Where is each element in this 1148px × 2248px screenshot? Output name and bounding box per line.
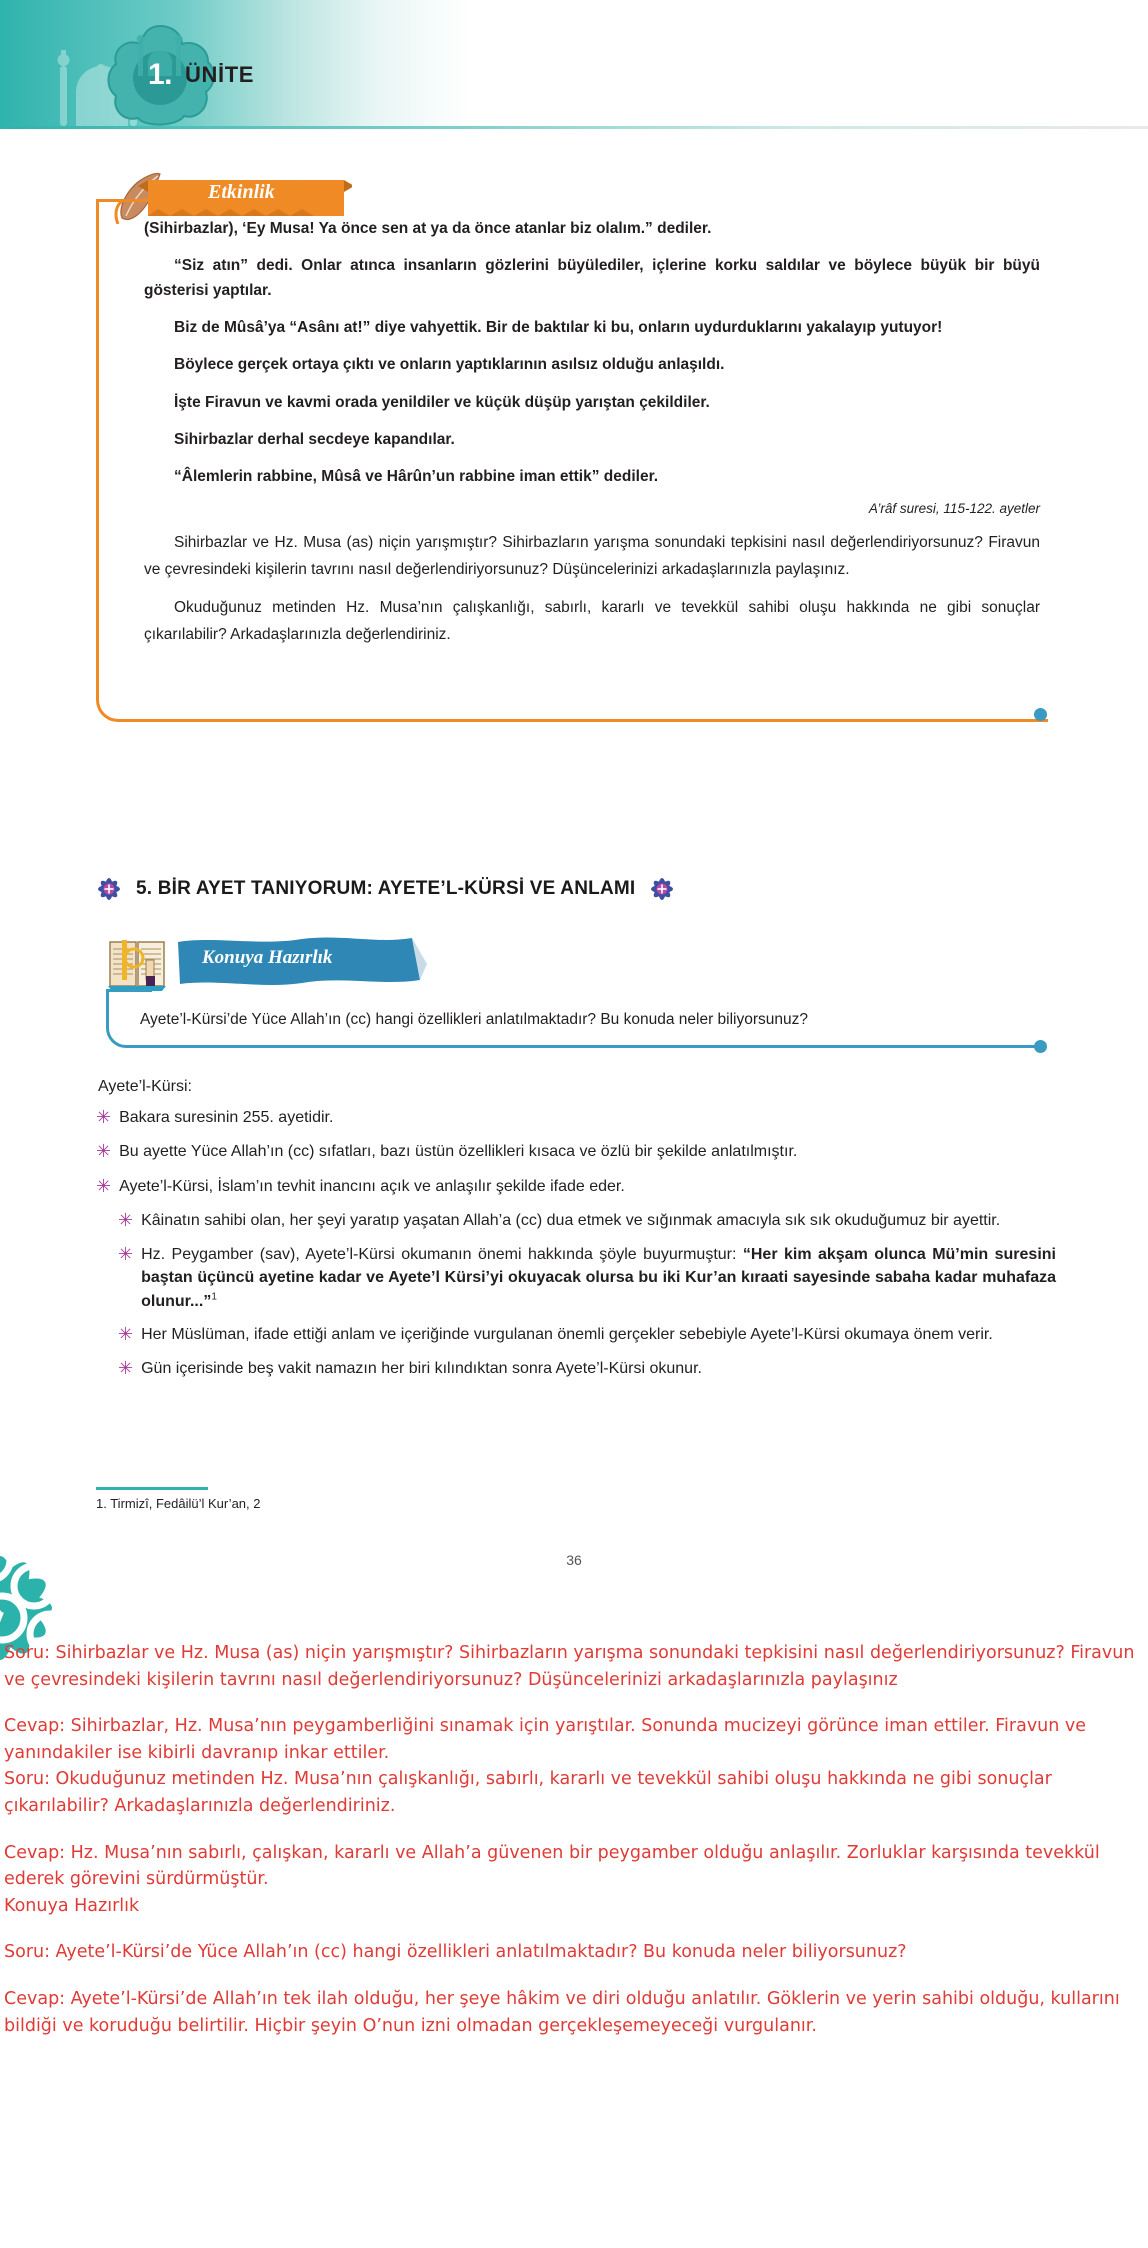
list-item (96, 1357, 1056, 1381)
note-heading: Konuya Hazırlık (4, 1895, 140, 1916)
note-answer-1: Cevap: Sihirbazlar, Hz. Musa’nın peygamberliğini sınamak için yarıştılar. Sonunda mucizeyi görünce iman ettiler. Firavun ve yanındakiler ise kibirli davranıp inkar ettiler. (4, 1716, 1087, 1763)
list-item-text: Ayete’l-Kürsi, İslam’ın tevhit inancını açık ve anlaşılır şekilde ifade eder. (119, 1177, 625, 1195)
note-spacer (4, 1693, 1144, 1713)
hadith-intro: Hz. Peygamber (sav), Ayete’l-Kürsi okumanın önemi hakkında şöyle buyurmuştur: (141, 1246, 743, 1264)
list-item (96, 1323, 1056, 1347)
ayet-facts-list (96, 1078, 1056, 1391)
section-heading (96, 872, 956, 906)
hadith-quote: “Her kim akşam olunca Mü’min suresini baştan üçüncü ayetine kadar ve Ayete’l Kürsi’yi okuyacak olursa bu iki Kur’an kıraati sayesinde sabaha kadar muhafaza olunur...” (141, 1246, 1056, 1310)
activity-paragraph: (Sihirbazlar), ‘Ey Musa! Ya önce sen at ya da önce atanlar biz olalım.” dediler. (144, 220, 712, 237)
footnote-divider (96, 1487, 208, 1490)
asterisk-bullet-icon: ✳ (118, 1323, 134, 1345)
activity-source-reference: A’râf suresi, 115-122. ayetler (868, 500, 1040, 516)
asterisk-bullet-icon: ✳ (118, 1358, 134, 1380)
list-item (96, 1140, 1056, 1164)
note-answer-2: Cevap: Hz. Musa’nın sabırlı, çalışkan, kararlı ve Allah’a güvenen bir peygamber olduğu anlaşılır. Zorluklar karşısında tevekkül ederek görevini sürdürmüştür. (4, 1842, 1100, 1890)
activity-paragraph: “Âlemlerin rabbine, Mûsâ ve Hârûn’un rabbine iman ettik” dediler. (174, 467, 659, 485)
list-item-text: Bu ayette Yüce Allah’ın (cc) sıfatları, bazı üstün özellikleri kısaca ve özlü bir şekilde anlatılmıştır. (119, 1143, 798, 1161)
preparation-ribbon-label: Konuya Hazırlık (202, 947, 333, 968)
activity-text-body (144, 216, 1040, 661)
list-item-text: Bakara suresinin 255. ayetidir. (119, 1109, 334, 1126)
activity-paragraph: Biz de Mûsâ’ya “Asânı at!” diye vahyettik. Bir de baktılar ki bu, onların uydurduklarını yakalayıp yutuyor! (174, 319, 943, 337)
unit-number: 1. (147, 58, 173, 91)
activity-question: Sihirbazlar ve Hz. Musa (as) niçin yarışmıştır? Sihirbazların yarışma sonundaki tepkisini nasıl değerlendiriyorsunuz? Firavun ve çevresindeki kişilerin tavrını nasıl değerlendiriyorsunuz? Düşüncelerinizi arkadaşlarınızla paylaşınız. (144, 533, 1040, 578)
list-item-text: Her Müslüman, ifade ettiği anlam ve içeriğinde vurgulanan önemli gerçekler sebebiyle Ayete’l-Kürsi okumaya önem verir. (141, 1325, 993, 1343)
preparation-question: Ayete’l-Kürsi’de Yüce Allah’ın (cc) hangi özellikleri anlatılmaktadır? Bu konuda neler biliyorsunuz? (140, 1011, 809, 1028)
page-number: 36 (566, 1552, 582, 1568)
asterisk-bullet-icon: ✳ (118, 1209, 134, 1231)
note-answer-3: Cevap: Ayete’l-Kürsi’de Allah’ın tek ilah olduğu, her şeye hâkim ve diri olduğu anlatılır. Göklerin ve yerin sahibi olduğu, kullarını bildiği ve koruduğu belirtilir. Hiçbir şeyin O’nun izni olmadan gerçekleşemeyeceği vurgulanır. (4, 1988, 1120, 2036)
page-header (0, 0, 1148, 132)
answer-notes-panel (4, 1640, 1144, 2039)
activity-paragraph: İşte Firavun ve kavmi orada yenildiler ve küçük düşüp yarıştan çekildiler. (174, 393, 710, 411)
list-item (96, 1106, 1056, 1130)
open-book-icon (106, 932, 168, 992)
flower-ornament-icon (649, 876, 675, 902)
activity-end-dot (1034, 708, 1047, 721)
flower-ornament-icon (96, 876, 122, 902)
asterisk-bullet-icon: ✳ (96, 1175, 112, 1197)
list-item (96, 1175, 1056, 1199)
note-question-2: Soru: Okuduğunuz metinden Hz. Musa’nın çalışkanlığı, sabırlı, kararlı ve tevekkül sahibi oluşu hakkında ne gibi sonuçlar çıkarılabilir? Arkadaşlarınızla değerlendiriniz. (4, 1769, 1052, 1816)
note-spacer (4, 1919, 1144, 1939)
preparation-end-dot (1034, 1040, 1047, 1053)
footnote-marker: 1 (211, 1291, 217, 1303)
activity-ribbon-label: Etkinlik (208, 181, 275, 203)
asterisk-bullet-icon: ✳ (96, 1141, 112, 1163)
list-item-hadith (96, 1243, 1056, 1313)
list-item-text: Gün içerisinde beş vakit namazın her biri kılındıktan sonra Ayete’l-Kürsi okunur. (141, 1360, 702, 1378)
list-item-text (141, 1243, 1056, 1313)
activity-paragraph: Sihirbazlar derhal secdeye kapandılar. (174, 430, 455, 448)
list-item-text: Kâinatın sahibi olan, her şeyi yaratıp yaşatan Allah’a (cc) dua etmek ve sığınmak amacıyla sık sık okuduğumuz bir ayettir. (141, 1211, 1001, 1229)
unit-word-label: ÜNİTE (185, 62, 254, 87)
asterisk-bullet-icon: ✳ (118, 1244, 134, 1266)
header-divider (0, 126, 1148, 129)
list-item (96, 1209, 1056, 1233)
section-title: 5. BİR AYET TANIYORUM: AYETE’L-KÜRSİ VE ANLAMI (136, 878, 636, 899)
note-question-3: Soru: Ayete’l-Kürsi’de Yüce Allah’ın (cc) hangi özellikleri anlatılmaktadır? Bu konuda neler biliyorsunuz? (4, 1942, 907, 1963)
note-spacer (4, 1966, 1144, 1986)
note-spacer (4, 1820, 1144, 1840)
activity-paragraph: “Siz atın” dedi. Onlar atınca insanların gözlerini büyülediler, içlerine korku saldılar ve böylece büyük bir büyü gösterisi yaptılar. (144, 257, 1040, 300)
list-lead-label: Ayete’l-Kürsi: (98, 1078, 192, 1095)
footnote-text: 1. Tirmizî, Fedâilü’l Kur’an, 2 (96, 1496, 261, 1511)
note-question-1: Soru: Sihirbazlar ve Hz. Musa (as) niçin yarışmıştır? Sihirbazların yarışma sonundaki tepkisini nasıl değerlendiriyorsunuz? Firavun ve çevresindeki kişilerin tavrını nasıl değerlendiriyorsunuz? Düşüncelerinizi arkadaşlarınızla paylaşınız (4, 1643, 1135, 1690)
activity-question: Okuduğunuz metinden Hz. Musa’nın çalışkanlığı, sabırlı, kararlı ve tevekkül sahibi oluşu hakkında ne gibi sonuçlar çıkarılabilir? Arkadaşlarınızla değerlendiriniz. (144, 599, 1040, 643)
activity-paragraph: Böylece gerçek ortaya çıktı ve onların yaptıklarının asılsız olduğu anlaşıldı. (174, 356, 725, 374)
asterisk-bullet-icon: ✳ (96, 1107, 112, 1128)
